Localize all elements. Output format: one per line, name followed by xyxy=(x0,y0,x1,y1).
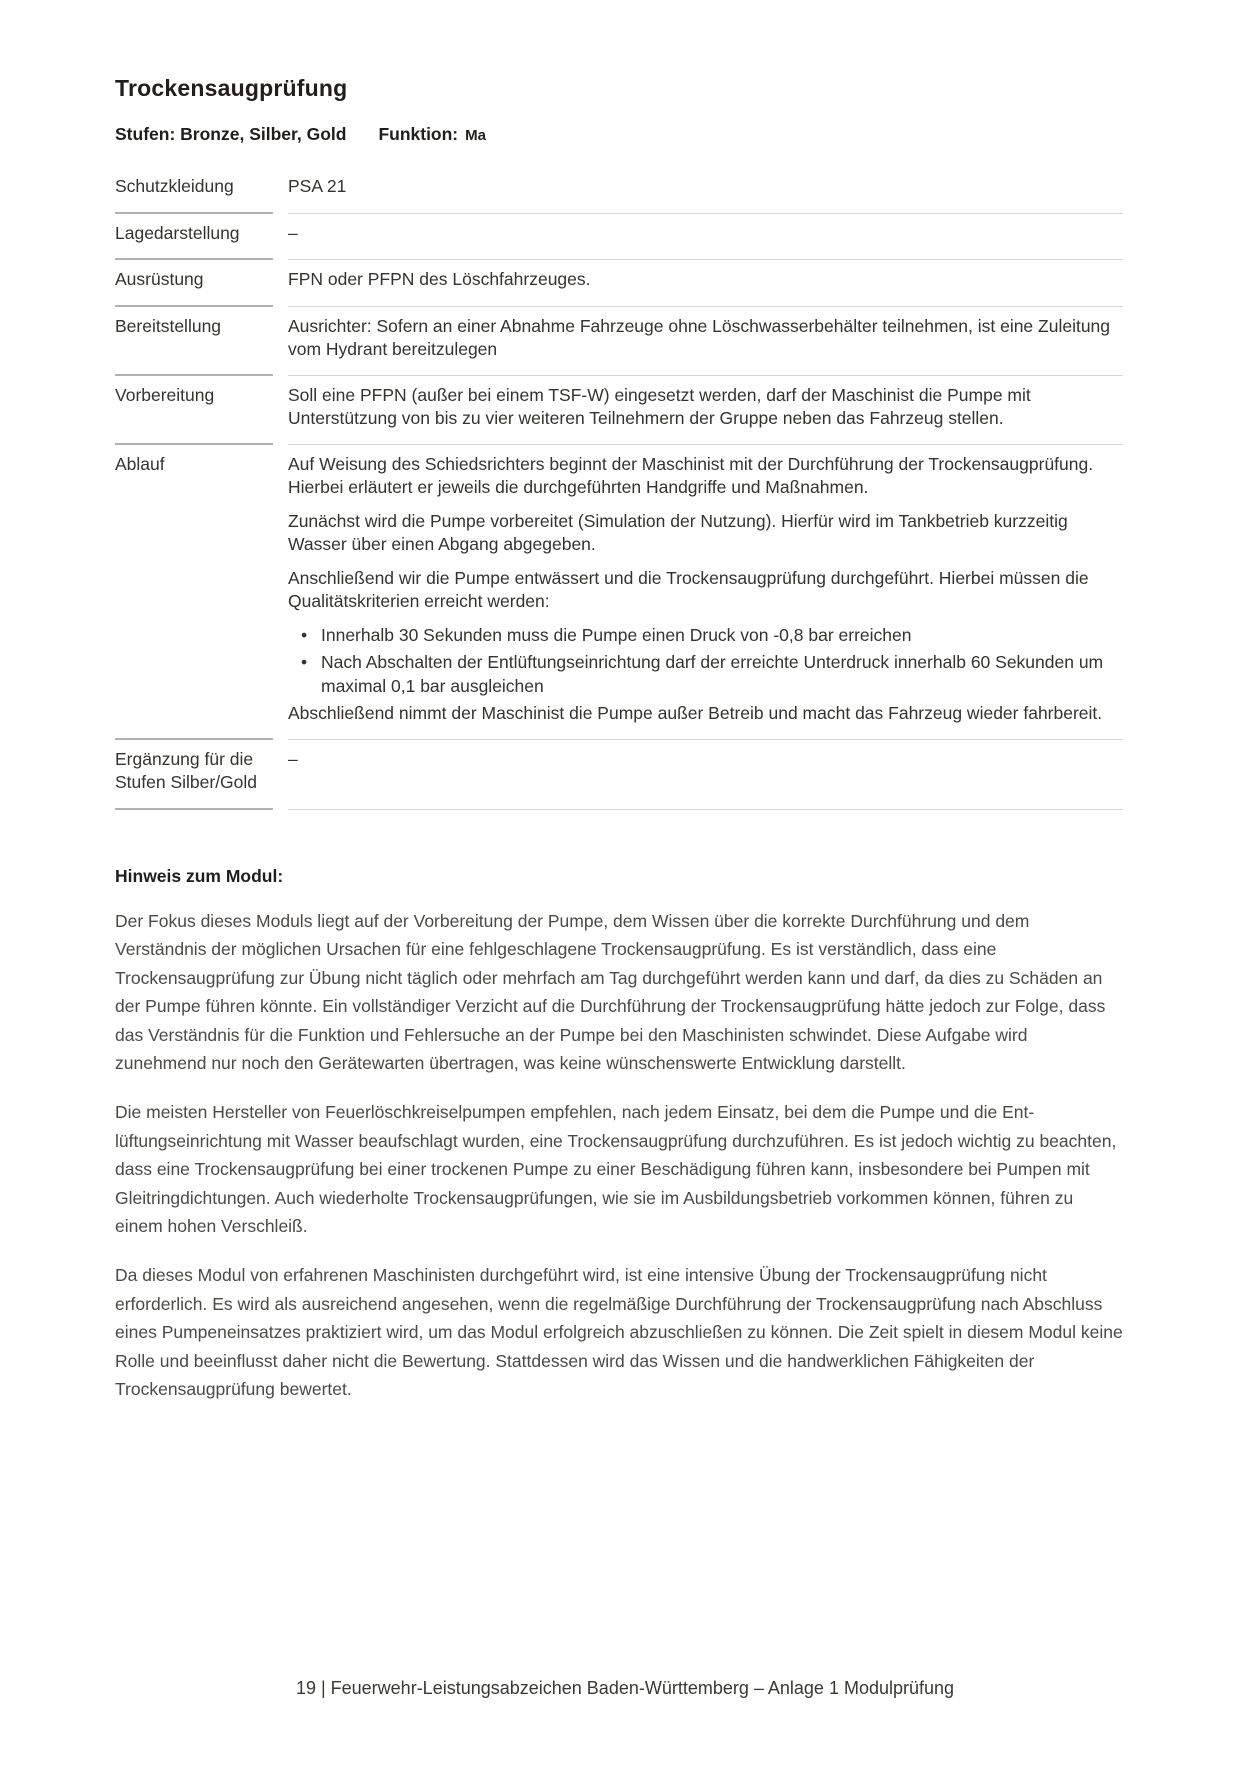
spec-row-value: FPN oder PFPN des Löschfahrzeuges. xyxy=(288,260,1123,307)
spec-row-value: Soll eine PFPN (außer bei einem TSF-W) eingesetzt werden, darf der Maschinist die Pumpe mit Unterstützung von bis zu vier weiteren Teilnehmern der Gruppe neben das Fahrzeug stellen. xyxy=(288,376,1123,445)
spec-row xyxy=(115,260,1123,307)
meta-funktion-label: Funktion: xyxy=(378,124,459,144)
ablauf-paragraph: Zunächst wird die Pumpe vorbereitet (Simulation der Nutzung). Hierfür wird im Tankbetrieb kurzzeitig Wasser über einen Abgang abgegeben. xyxy=(288,510,1068,554)
spec-row-label: Lagedarstellung xyxy=(115,214,273,261)
spec-row-value: – xyxy=(288,214,1123,261)
spec-row-value: PSA 21 xyxy=(288,167,1123,214)
spec-row xyxy=(115,167,1123,214)
spec-row-label: Ablauf xyxy=(115,445,273,740)
bullet-list xyxy=(288,624,1123,699)
spec-row-label: Vorbereitung xyxy=(115,376,273,445)
spec-row xyxy=(115,307,1123,376)
spec-row xyxy=(115,740,1123,810)
ablauf-paragraph: Auf Weisung des Schiedsrichters beginnt der Maschinist mit der Durchführung der Trockensaugprüfung. Hierbei erläutert er jeweils die durchgeführten Handgriffe und Maßnahmen. xyxy=(288,453,1094,497)
bullet-item: • Innerhalb 30 Sekunden muss die Pumpe einen Druck von -0,8 bar erreichen xyxy=(288,624,1123,648)
hinweis-section xyxy=(115,865,1123,1405)
spec-row xyxy=(115,376,1123,445)
hinweis-paragraphs xyxy=(115,907,1123,1405)
meta-line xyxy=(115,124,1123,145)
meta-stufen-value: Bronze, Silber, Gold xyxy=(180,124,347,144)
spec-row-label: Schutzkleidung xyxy=(115,167,273,214)
spec-row-label: Ausrüstung xyxy=(115,260,273,307)
hinweis-paragraph: Da dieses Modul von erfahrenen Maschinisten durchgeführt wird, ist eine intensive Übung der Trockensaugprüfung nicht erforderlich. Es wird als ausreichend angesehen, wenn die regelmäßige Durchführung der Trockensaugprüfung nach Abschluss eines Pumpeneinsatzes praktiziert wird, um das Modul erfolgreich abzuschließen zu können. Die Zeit spielt in diesem Modul keine Rolle und beeinflusst daher nicht die Bewertung. Stattdessen wird das Wissen und die handwerklichen Fähigkeiten der Trockensaugprüfung bewertet. xyxy=(115,1265,1123,1400)
spec-row-label: Ergänzung für die Stufen Silber/Gold xyxy=(115,740,273,810)
page-title: Trockensaugprüfung xyxy=(115,75,348,101)
spec-row-value xyxy=(288,445,1123,740)
spec-row-value: – xyxy=(288,740,1123,810)
hinweis-paragraph: Die meisten Hersteller von Feuerlöschkreiselpumpen empfehlen, nach jedem Einsatz, bei dem die Pumpe und die Entlüftungseinrichtung mit Wasser beaufschlagt wurden, eine Trockensaugprüfung durchzuführen. Es ist jedoch wichtig zu beachten, dass eine Trockensaugprüfung bei einer trockenen Pumpe zu einer Beschädigung führen kann, insbesondere bei Pumpen mit Gleitringdichtungen. Auch wiederholte Trockensaugprüfungen, wie sie im Ausbildungsbetrieb vorkommen können, führen zu einem hohen Verschleiß. xyxy=(115,1102,1117,1237)
spec-row-label: Bereitstellung xyxy=(115,307,273,376)
meta-funktion-value: Ma xyxy=(465,127,486,144)
spec-row xyxy=(115,214,1123,261)
spec-row xyxy=(115,445,1123,740)
meta-stufen-label: Stufen: xyxy=(115,124,176,144)
page-footer: 19 | Feuerwehr-Leistungsabzeichen Baden-Württemberg – Anlage 1 Modulprüfung xyxy=(295,1678,955,1698)
ablauf-paragraph: Anschließend wir die Pumpe entwässert und die Trockensaugprüfung durchgeführt. Hierbei müssen die Qualitätskriterien erreicht werden: xyxy=(288,567,1089,611)
spec-table xyxy=(115,167,1123,810)
hinweis-paragraph: Der Fokus dieses Moduls liegt auf der Vorbereitung der Pumpe, dem Wissen über die korrekte Durchführung und dem Verständnis der möglichen Ursachen für eine fehlgeschlagene Trockensaugprüfung. Es ist verständlich, dass eine Trockensaugprüfung zur Übung nicht täglich oder mehrfach am Tag durchgeführt werden kann und darf, da dies zu Schäden an der Pumpe führen könnte. Ein vollständiger Verzicht auf die Durchführung der Trockensaugprüfung hätte jedoch zur Folge, dass das Verständnis für die Funktion und Fehlersuche an der Pumpe bei den Maschinisten schwindet. Diese Aufgabe wird zunehmend nur noch den Gerätewarten übertragen, was keine wünschenswerte Entwicklung darstellt. xyxy=(115,910,1106,1074)
hinweis-heading: Hinweis zum Modul: xyxy=(115,865,284,886)
ablauf-paragraph: Abschließend nimmt der Maschinist die Pumpe außer Betreib und macht das Fahrzeug wieder fahrbereit. xyxy=(288,703,1103,723)
bullet-item: • Nach Abschalten der Entlüftungseinrichtung darf der erreichte Unterdruck innerhalb 60 Sekunden um maximal 0,1 bar ausgleichen xyxy=(288,651,1123,698)
spec-row-value: Ausrichter: Sofern an einer Abnahme Fahrzeuge ohne Löschwasserbehälter teilnehmen, ist eine Zuleitung vom Hydrant bereitzulegen xyxy=(288,307,1123,376)
